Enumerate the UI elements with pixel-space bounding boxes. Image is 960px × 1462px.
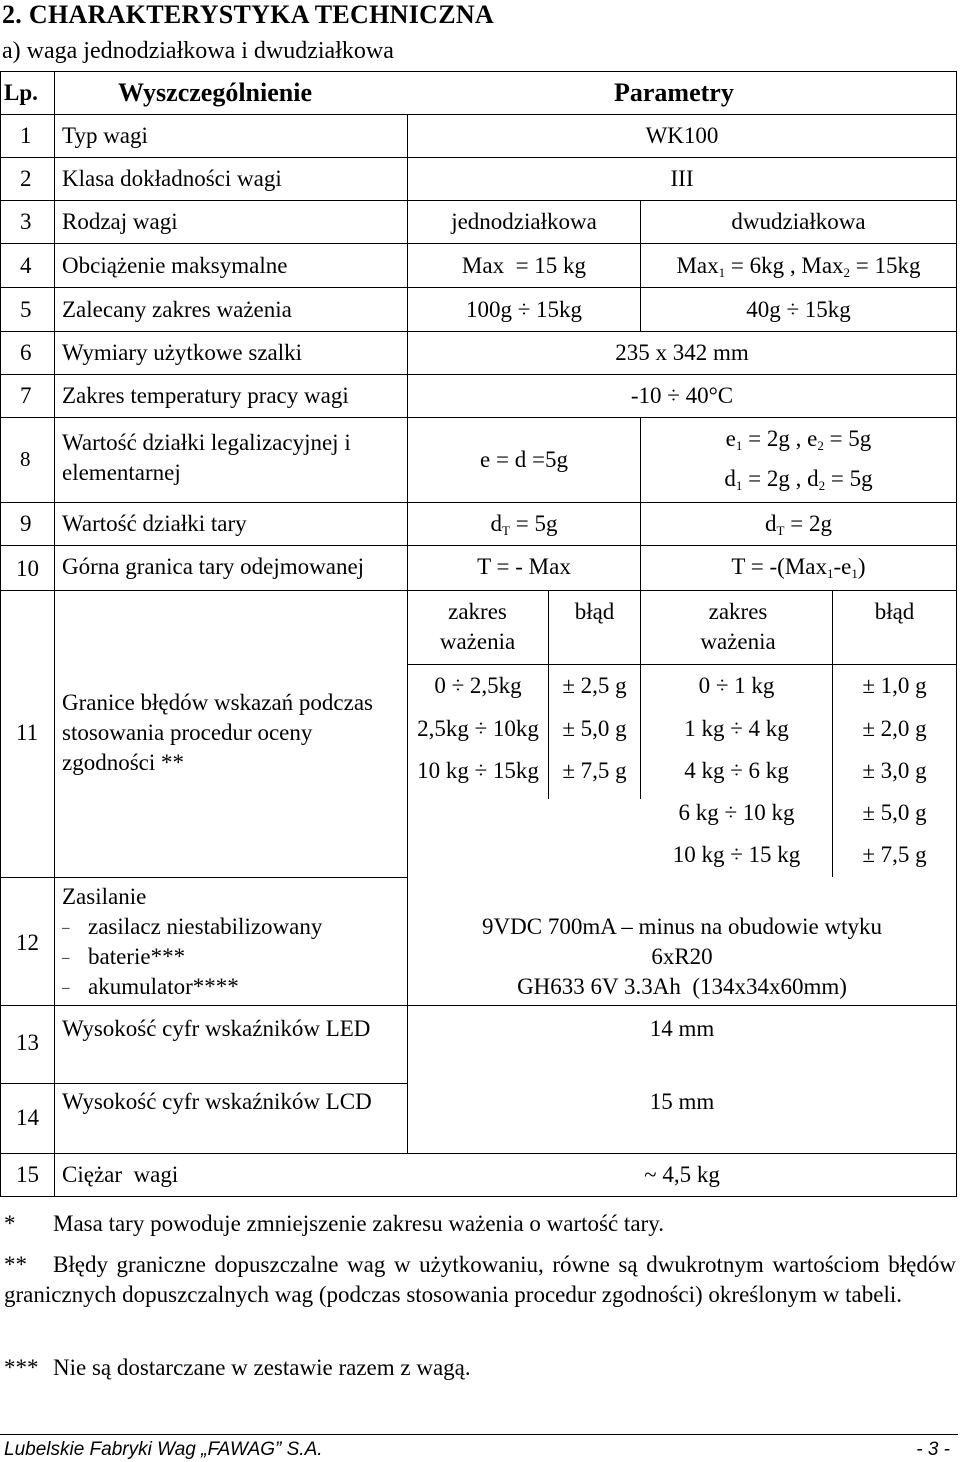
- power-item: – baterie***: [62, 942, 185, 973]
- row-number: 15: [16, 1162, 39, 1187]
- error-range-single: 2,5kg ÷ 10kg: [417, 716, 539, 741]
- col-range-dual: zakres ważenia: [700, 599, 776, 654]
- footer-company: Lubelskie Fabryki Wag „FAWAG” S.A.: [4, 1439, 323, 1460]
- note-2-mark: **: [4, 1252, 27, 1277]
- error-value-dual: ± 2,0 g: [862, 716, 927, 741]
- value-range-single: 100g ÷ 15kg: [465, 297, 583, 322]
- row-number: 4: [20, 253, 32, 278]
- value-tare-interval-single: $d_T = 5g$: [490, 511, 558, 538]
- power-value: 9VDC 700mA – minus na obudowie wtyku: [482, 914, 882, 939]
- row-number: 10: [16, 556, 39, 581]
- error-value-dual: ± 5,0 g: [862, 800, 927, 825]
- value-max-tare-dual: $T = -(Max_1-e_1)$: [731, 554, 866, 581]
- row-number: 7: [20, 383, 32, 408]
- row-number: 9: [20, 511, 32, 536]
- value-interval-single: e = d =5g: [480, 447, 568, 472]
- value-single-interval: jednodziałkowa: [451, 209, 597, 234]
- value-tare-interval-dual: $d_T = 2g$: [765, 511, 832, 538]
- error-range-dual: 4 kg ÷ 6 kg: [684, 758, 789, 783]
- row-label-scale-kind: Rodzaj wagi: [62, 209, 178, 234]
- row-label-accuracy-class: Klasa dokładności wagi: [62, 166, 282, 191]
- error-range-single: 10 kg ÷ 15kg: [417, 758, 539, 783]
- row-number: 13: [16, 1030, 39, 1055]
- row-number: 5: [20, 297, 32, 322]
- row-label-pan-size: Wymiary użytkowe szalki: [62, 340, 303, 365]
- row-label-weight: Ciężar wagi: [62, 1162, 179, 1187]
- header-params: Parametry: [614, 78, 734, 107]
- note-3-text: Nie są dostarczane w zestawie razem z wagą.: [53, 1355, 471, 1380]
- value-max-tare-single: T = - Max: [477, 554, 571, 579]
- row-number: 14: [16, 1105, 39, 1130]
- error-range-dual: 6 kg ÷ 10 kg: [678, 800, 795, 825]
- row-label-max-tare: Górna granica tary odejmowanej: [62, 554, 365, 579]
- error-range-dual: 10 kg ÷ 15 kg: [672, 842, 801, 867]
- row-number: 11: [16, 720, 39, 745]
- error-range-dual: 0 ÷ 1 kg: [698, 673, 775, 698]
- note-1-mark: *: [4, 1211, 16, 1236]
- error-range-dual: 1 kg ÷ 4 kg: [684, 716, 789, 741]
- row-number: 8: [20, 447, 31, 471]
- power-item: – zasilacz niestabilizowany: [62, 912, 322, 943]
- note-1-text: Masa tary powoduje zmniejszenie zakresu ważenia o wartość tary.: [53, 1211, 664, 1236]
- error-value-dual: ± 7,5 g: [862, 842, 927, 867]
- value-max-load-single: Max = 15 kg: [461, 253, 587, 278]
- error-value-dual: ± 1,0 g: [862, 673, 927, 698]
- value-dual-interval: dwudziałkowa: [731, 209, 866, 234]
- row-number: 6: [20, 340, 32, 365]
- subsection-title: a) waga jednodziałkowa i dwudziałkowa: [2, 38, 394, 64]
- note-2-text: Błędy graniczne dopuszczalne wag w użytkowaniu, równe są dwukrotnym wartościom błędów granicznych dopuszczalnych wag (podczas stosowania procedur zgodności) określonym w tabeli.: [4, 1252, 956, 1307]
- value-interval-d: $d_1 = 2g$ , $d_2 = 5g$: [724, 466, 873, 493]
- row-label-led-height: Wysokość cyfr wskaźników LED: [62, 1016, 371, 1041]
- footer-divider: [0, 1434, 958, 1435]
- col-error-single: błąd: [574, 599, 615, 624]
- row-label-max-load: Obciążenie maksymalne: [62, 253, 288, 278]
- power-item: – akumulator****: [62, 972, 239, 1003]
- error-range-single: 0 ÷ 2,5kg: [434, 673, 522, 698]
- row-number: 1: [20, 123, 32, 148]
- header-lp: Lp.: [4, 80, 38, 105]
- error-value-dual: ± 3,0 g: [862, 758, 927, 783]
- row-label-temperature: Zakres temperatury pracy wagi: [62, 383, 349, 408]
- error-value-single: ± 7,5 g: [562, 758, 627, 783]
- power-value: 6xR20: [651, 944, 713, 969]
- row-label-power: Zasilanie: [62, 884, 147, 909]
- row-label-error-limits: Granice błędów wskazań podczas stosowania procedur oceny zgodności **: [62, 690, 374, 775]
- power-value: GH633 6V 3.3Ah (134x34x60mm): [517, 974, 847, 999]
- footer-page-number: - 3 -: [916, 1439, 950, 1460]
- col-range-single: zakres ważenia: [439, 599, 516, 654]
- error-value-single: ± 5,0 g: [562, 716, 627, 741]
- section-title: 2. CHARAKTERYSTYKA TECHNICZNA: [2, 0, 494, 29]
- row-number: 2: [20, 166, 32, 191]
- value-interval-e: $e_1 = 2g$ , $e_2 = 5g$: [725, 426, 872, 453]
- row-number: 12: [16, 930, 39, 955]
- row-label-tare-interval: Wartość działki tary: [62, 511, 247, 536]
- value-max-load-dual: Max$_1$ = 6kg , Max$_2$ = 15kg: [676, 253, 921, 280]
- value-temperature: -10 ÷ 40°C: [630, 383, 734, 408]
- value-weight: ~ 4,5 kg: [644, 1162, 720, 1187]
- value-lcd-height: 15 mm: [649, 1089, 715, 1114]
- row-number: 3: [20, 209, 32, 234]
- value-range-dual: 40g ÷ 15kg: [746, 297, 851, 322]
- col-error-dual: błąd: [874, 599, 915, 624]
- value-led-height: 14 mm: [649, 1016, 715, 1041]
- header-spec: Wyszczególnienie: [118, 78, 312, 107]
- value-scale-type: WK100: [645, 123, 719, 148]
- row-label-lcd-height: Wysokość cyfr wskaźników LCD: [62, 1089, 372, 1114]
- note-3-mark: ***: [4, 1355, 39, 1380]
- value-pan-size: 235 x 342 mm: [615, 340, 749, 365]
- value-accuracy-class: III: [670, 166, 694, 191]
- row-label-verification-interval: Wartość działki legalizacyjnej i elementarnej: [62, 430, 351, 485]
- row-label-scale-type: Typ wagi: [62, 123, 148, 148]
- row-label-recommended-range: Zalecany zakres ważenia: [62, 297, 292, 322]
- error-value-single: ± 2,5 g: [562, 673, 627, 698]
